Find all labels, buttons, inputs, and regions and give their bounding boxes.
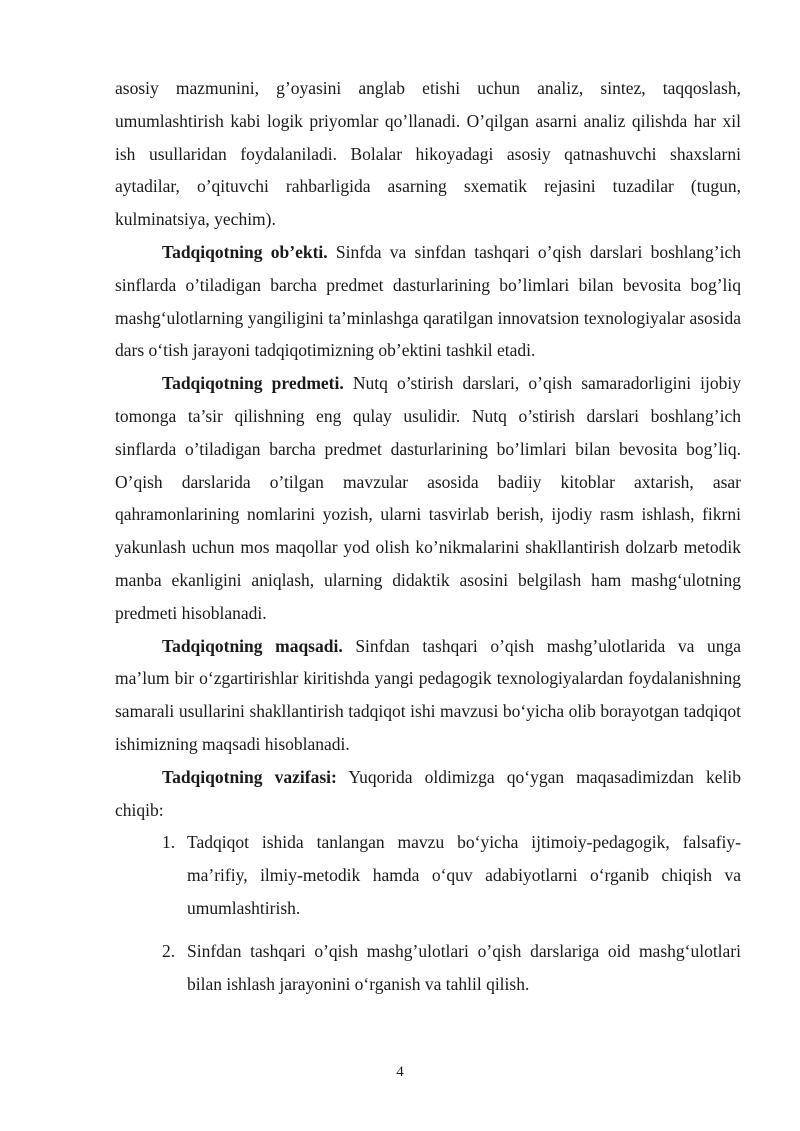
goal-text: Sinfdan tashqari o’qish mashg’ulotlarida va unga ma’lum bir o‘zgartirishlar kiritishda yangi pedagogik texnologiyalardan foydalanishning samarali usullarini shakllantirish tadqiqot ishi mavzusi bo‘yicha olib borayotgan tadqiqot ishimizning maqsadi hisoblanadi. [115, 635, 742, 754]
goal-paragraph [115, 630, 741, 761]
goal-heading: Tadqiqotning maqsadi. [162, 635, 343, 656]
tasks-list [115, 826, 741, 1000]
subject-text: Nutq o’stirish darslari, o’qish samaradorligini ijobiy tomonga ta’sir qilishning eng qulay usulidir. Nutq o’stirish darslari boshlang’ich sinflarda o’tiladigan barcha predmet dasturlarining bo’limlari bilan bevosita bog’liq. O’qish darslarida o’tilgan mavzular asosida badiiy kitoblar axtarish, asar qahramonlarining nomlarini yozish, ularni tasvirlab berish, ijodiy rasm ishlash, fikrni yakunlash uchun mos maqollar yod olish ko’nikmalarini shakllantirish dolzarb metodik manba ekanligini aniqlash, ularning didaktik asosini belgilash ham mashg‘ulotning predmeti hisoblanadi. [115, 373, 742, 623]
object-heading: Tadqiqotning ob’ekti. [162, 241, 328, 262]
subject-heading: Tadqiqotning predmeti. [162, 373, 344, 394]
intro-paragraph [115, 72, 741, 236]
object-paragraph [115, 236, 741, 367]
object-text: Sinfda va sinfdan tashqari o’qish darslari boshlang’ich sinflarda o’tiladigan barcha predmet dasturlarining bo’limlari bilan bevosita bog’liq mashg‘ulotlarning yangiligini ta’minlashga qaratilgan innovatsion texnologiyalar asosida dars o‘tish jarayoni tadqiqotimizning ob’ektini tashkil etadi. [115, 241, 741, 361]
list-item [115, 935, 741, 1001]
tasks-text: Yuqorida oldimizga qo‘ygan maqasadimizdan kelib chiqib: [115, 766, 741, 820]
intro-text: asosiy mazmunini, g’oyasini anglab etishi uchun analiz, sintez, taqqoslash, umumlashtirish kabi logik priyomlar qo’llanadi. O’qilgan asarni analiz qilishda har xil ish usullaridan foydalaniladi. Bolalar hikoyadagi asosiy qatnashuvchi shaxslarni aytadilar, o’qituvchi rahbarligida asarning sxematik rejasini tuzadilar (tugun, kulminatsiya, yechim). [115, 78, 741, 230]
list-item-number: 2. [162, 940, 176, 961]
list-item-text: Tadqiqot ishida tanlangan mavzu bo‘yicha ijtimoiy-pedagogik, falsafiy-ma’rifiy, ilmiy-metodik hamda o‘quv adabiyotlarni o‘rganib chiqish va umumlashtirish. [187, 832, 741, 918]
document-page [115, 72, 741, 1000]
page-number: 4 [396, 1064, 404, 1080]
list-item-text: Sinfdan tashqari o’qish mashg’ulotlari o’qish darslariga oid mashg‘ulotlari bilan ishlash jarayonini o‘rganish va tahlil qilish. [187, 940, 741, 994]
tasks-paragraph [115, 761, 741, 827]
subject-paragraph [115, 367, 741, 629]
list-item-number: 1. [162, 832, 176, 853]
tasks-heading: Tadqiqotning vazifasi: [162, 766, 337, 787]
list-item [115, 826, 741, 924]
